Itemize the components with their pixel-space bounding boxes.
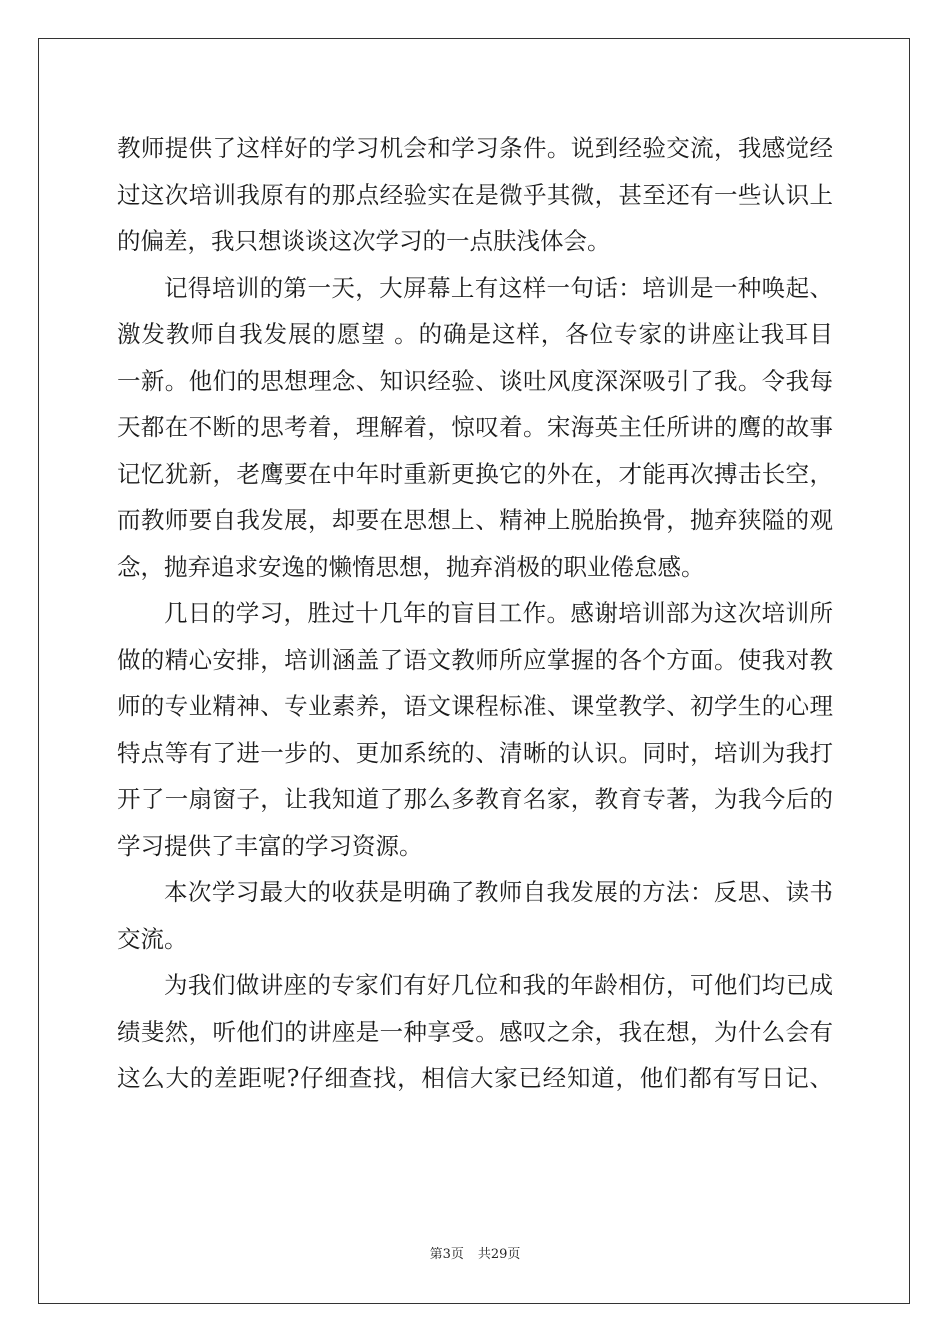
text-line: 念，抛弃追求安逸的懒惰思想，抛弃消极的职业倦怠感。	[117, 552, 705, 581]
text-line: 而教师要自我发展，却要在思想上、精神上脱胎换骨，抛弃狭隘的观	[117, 506, 833, 534]
text-line: 天都在不断的思考着，理解着，惊叹着。宋海英主任所讲的鹰的故事	[117, 413, 833, 441]
text-line: 做的精心安排，培训涵盖了语文教师所应掌握的各个方面。使我对教	[117, 645, 833, 674]
text-line: 交流。	[117, 924, 188, 953]
text-line: 为我们做讲座的专家们有好几位和我的年龄相仿，可他们均已成	[164, 971, 833, 999]
text-line: 开了一扇窗子，让我知道了那么多教育名家，教育专著，为我今后的	[117, 785, 833, 813]
text-line: 这么大的差距呢?仔细查找，相信大家已经知道，他们都有写日记、	[117, 1064, 833, 1092]
text-line: 特点等有了进一步的、更加系统的、清晰的认识。同时，培训为我打	[117, 738, 833, 767]
text-line: 的偏差，我只想谈谈这次学习的一点肤浅体会。	[117, 227, 611, 255]
text-line: 学习提供了丰富的学习资源。	[117, 831, 423, 860]
page-number: 第3页	[429, 1247, 464, 1262]
text-line: 几日的学习，胜过十几年的盲目工作。感谢培训部为这次培训所	[164, 599, 833, 627]
text-line: 师的专业精神、专业素养，语文课程标准、课堂教学、初学生的心理	[117, 692, 833, 720]
text-line: 记得培训的第一天，大屏幕上有这样一句话：培训是一种唤起、	[164, 273, 833, 302]
text-line: 过这次培训我原有的那点经验实在是微乎其微，甚至还有一些认识上	[117, 180, 833, 209]
document-body	[117, 125, 833, 1102]
text-line: 记忆犹新，老鹰要在中年时重新更换它的外在，才能再次搏击长空，	[117, 459, 833, 488]
page-total: 共29页	[477, 1247, 521, 1262]
text-line: 激发教师自我发展的愿望 。的确是这样，各位专家的讲座让我耳目	[117, 320, 833, 348]
page-footer	[0, 1246, 950, 1264]
text-line: 本次学习最大的收获是明确了教师自我发展的方法：反思、读书	[164, 878, 833, 906]
text-line: 绩斐然，听他们的讲座是一种享受。感叹之余，我在想，为什么会有	[117, 1017, 833, 1046]
text-line: 一新。他们的思想理念、知识经验、谈吐风度深深吸引了我。令我每	[117, 366, 833, 395]
text-line: 教师提供了这样好的学习机会和学习条件。说到经验交流，我感觉经	[117, 134, 833, 162]
